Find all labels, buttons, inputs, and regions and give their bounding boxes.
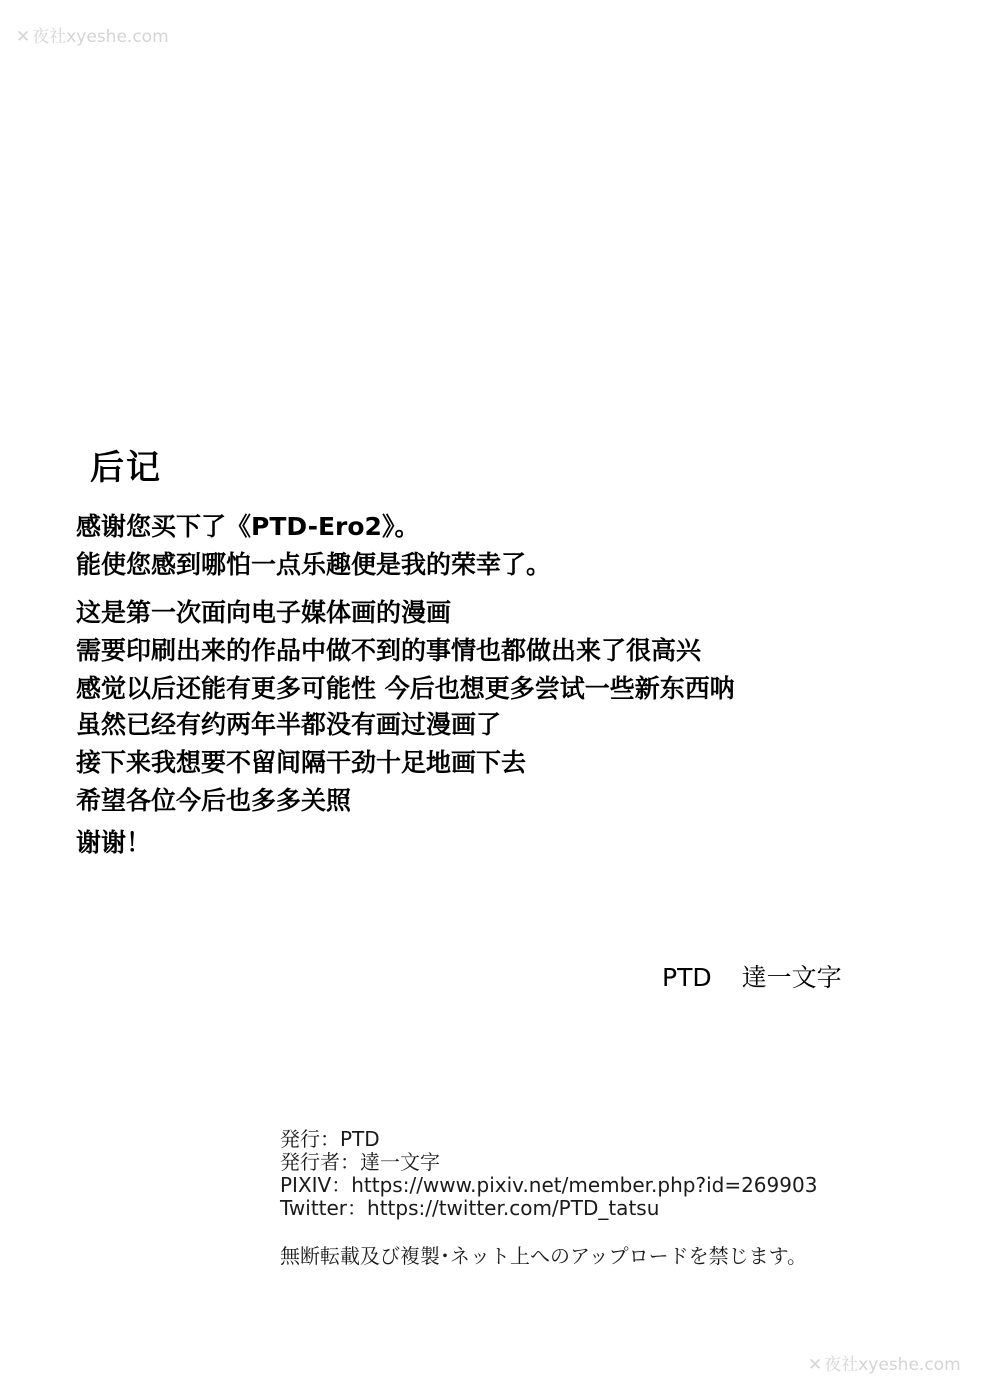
afterword-paragraph-3 <box>76 706 526 820</box>
watermark-text: 夜社xyeshe.com <box>32 27 169 47</box>
afterword-line: 接下来我想要不留间隔干劲十足地画下去 <box>76 748 527 777</box>
afterword-line: 需要印刷出来的作品中做不到的事情也都做出来了很高兴 <box>76 636 702 665</box>
afterword-line: 感谢您买下了《PTD-Ero2》。 <box>76 512 420 541</box>
afterword-paragraph-1 <box>76 508 551 584</box>
watermark-top <box>16 22 169 47</box>
signature-circle: PTD <box>662 963 712 992</box>
afterword-line: 虽然已经有约两年半都没有画过漫画了 <box>76 710 502 739</box>
watermark-bottom <box>808 1350 961 1375</box>
signature <box>662 958 842 994</box>
afterword-line: 希望各位今后也多多关照 <box>76 786 352 815</box>
afterword-line: 感觉以后还能有更多可能性 今后也想更多尝试一些新东西呐 <box>76 674 735 703</box>
afterword-line: 能使您感到哪怕一点乐趣便是我的荣幸了。 <box>76 550 552 579</box>
afterword-line: 这是第一次面向电子媒体画的漫画 <box>76 598 452 627</box>
afterword-title: 后记 <box>90 448 162 488</box>
copyright-notice: 無断転載及び複製･ネット上へのアップロードを禁じます。 <box>280 1244 807 1268</box>
colophon <box>280 1128 817 1220</box>
colophon-issuer: 発行者：達一文字 <box>280 1150 440 1174</box>
afterword-paragraph-4 <box>76 824 151 862</box>
signature-author: 達一文字 <box>741 963 842 992</box>
colophon-publisher: 発行：PTD <box>280 1127 380 1151</box>
watermark-text: 夜社xyeshe.com <box>824 1355 961 1375</box>
colophon-twitter: Twitter：https://twitter.com/PTD_tatsu <box>280 1196 660 1220</box>
x-logo-icon: ✕ <box>808 1355 823 1375</box>
colophon-pixiv: PIXIV：https://www.pixiv.net/member.php?id=269903 <box>280 1173 818 1197</box>
afterword-line: 谢谢！ <box>76 828 152 857</box>
x-logo-icon: ✕ <box>16 27 31 47</box>
afterword-paragraph-2 <box>76 594 735 708</box>
